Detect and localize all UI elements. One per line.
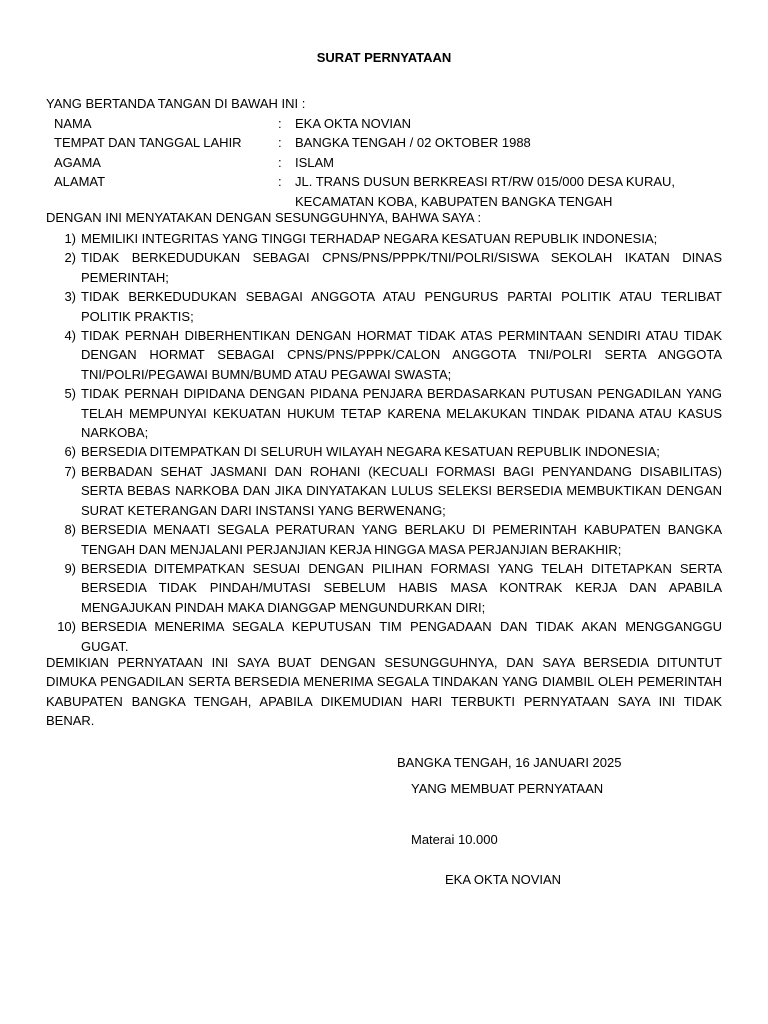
statement-item [46,617,722,656]
statement-text: BERSEDIA MENAATI SEGALA PERATURAN YANG BERLAKU DI PEMERINTAH KABUPATEN BANGKA TENGAH DAN MENJALANI PERJANJIAN KERJA HINGGA MASA PERJANJIAN BERAKHIR; [81,522,722,557]
maker-label: YANG MEMBUAT PERNYATAAN [411,781,604,796]
statement-number: 6) [64,444,76,460]
stamp-label: Materai 10.000 [411,832,498,847]
statement-text: MEMILIKI INTEGRITAS YANG TINGGI TERHADAP NEGARA KESATUAN REPUBLIK INDONESIA; [81,231,658,246]
statement-text: BERBADAN SEHAT JASMANI DAN ROHANI (KECUALI FORMASI BAGI PENYANDANG DISABILITAS) SERTA BEBAS NARKOBA DAN JIKA DINYATAKAN LULUS SELEKSI BERSEDIA MEMBUKTIKAN DENGAN SURAT KETERANGAN DARI INSTANSI YANG BERWENANG; [81,463,722,518]
statement-text: BERSEDIA DITEMPATKAN SESUAI DENGAN PILIHAN FORMASI YANG TELAH DITETAPKAN SERTA BERSEDIA TIDAK PINDAH/MUTASI SEBELUM HABIS MASA KONTRAK KERJA DAN APABILA MENGAJUKAN PINDAH MAKA DIANGGAP MENGUNDURKAN DIRI; [81,560,722,615]
statement-item [46,462,722,520]
declaration-intro: DENGAN INI MENYATAKAN DENGAN SESUNGGUHNYA, BAHWA SAYA : [46,210,482,225]
statement-number: 4) [64,328,76,344]
statement-number: 8) [64,522,76,538]
statement-item [46,326,722,384]
statement-list [46,229,722,656]
statement-number: 7) [64,463,76,479]
identity-separator: : [278,154,282,170]
statement-item [46,287,722,326]
identity-row-birth [54,133,724,152]
identity-row-name [54,114,724,133]
identity-value: BANGKA TENGAH / 02 OKTOBER 1988 [295,135,531,151]
statement-text: TIDAK BERKEDUDUKAN SEBAGAI CPNS/PNS/PPPK/TNI/POLRI/SISWA SEKOLAH IKATAN DINAS PEMERINTAH; [81,250,722,285]
closing-paragraph: DEMIKIAN PERNYATAAN INI SAYA BUAT DENGAN SESUNGGUHNYA, DAN SAYA BERSEDIA DITUNTUT DIMUKA PENGADILAN SERTA BERSEDIA MENERIMA SEGALA TINDAKAN YANG DIAMBIL OLEH PEMERINTAH KABUPATEN BANGKA TENGAH, APABILA DIKEMUDIAN HARI TERBUKTI PERNYATAAN SAYA INI TIDAK BENAR. [46,655,722,729]
identity-separator: : [278,116,282,131]
identity-row-religion [54,153,724,172]
identity-separator: : [278,174,282,190]
identity-table [54,114,724,211]
statement-number: 10) [57,619,76,635]
identity-label: TEMPAT DAN TANGGAL LAHIR [54,135,242,151]
statement-number: 1) [64,231,76,246]
intro-text: YANG BERTANDA TANGAN DI BAWAH INI : [46,96,306,111]
statement-item [46,248,722,287]
identity-row-address-cont [54,192,724,211]
statement-number: 9) [64,560,76,576]
statement-text: TIDAK BERKEDUDUKAN SEBAGAI ANGGOTA ATAU PENGURUS PARTAI POLITIK ATAU TERLIBAT POLITIK PRAKTIS; [81,289,722,324]
identity-value: ISLAM [295,154,335,170]
identity-separator: : [278,135,282,151]
identity-value: EKA OKTA NOVIAN [295,116,412,131]
statement-text: BERSEDIA MENERIMA SEGALA KEPUTUSAN TIM PENGADAAN DAN TIDAK AKAN MENGGANGGU GUGAT. [81,619,722,654]
identity-value: KECAMATAN KOBA, KABUPATEN BANGKA TENGAH [295,193,613,209]
document-title: SURAT PERNYATAAN [316,50,452,65]
statement-item [46,384,722,442]
statement-item [46,559,722,617]
identity-row-address [54,172,724,191]
statement-number: 3) [64,289,76,305]
statement-text: TIDAK PERNAH DIPIDANA DENGAN PIDANA PENJARA BERDASARKAN PUTUSAN PENGADILAN YANG TELAH MEMPUNYAI KEKUATAN HUKUM TETAP KARENA MELAKUKAN TINDAK PIDANA ATAU KASUS NARKOBA; [81,386,722,441]
identity-value: JL. TRANS DUSUN BERKREASI RT/RW 015/000 DESA KURAU, [295,174,676,190]
statement-item [46,229,722,248]
identity-label: AGAMA [54,154,101,170]
identity-label: NAMA [54,116,92,131]
statement-number: 2) [64,250,76,266]
statement-item [46,442,722,461]
statement-item [46,520,722,559]
place-date: BANGKA TENGAH, 16 JANUARI 2025 [397,755,622,770]
signer-name: EKA OKTA NOVIAN [445,872,562,887]
statement-text: TIDAK PERNAH DIBERHENTIKAN DENGAN HORMAT TIDAK ATAS PERMINTAAN SENDIRI ATAU TIDAK DENGAN HORMAT SEBAGAI CPNS/PNS/PPPK/CALON ANGGOTA TNI/POLRI SERTA ANGGOTA TNI/POLRI/PEGAWAI BUMN/BUMD ATAU PEGAWAI SWASTA; [81,328,722,382]
identity-label: ALAMAT [54,174,106,190]
statement-number: 5) [64,386,76,402]
statement-text: BERSEDIA DITEMPATKAN DI SELURUH WILAYAH NEGARA KESATUAN REPUBLIK INDONESIA; [81,444,660,460]
